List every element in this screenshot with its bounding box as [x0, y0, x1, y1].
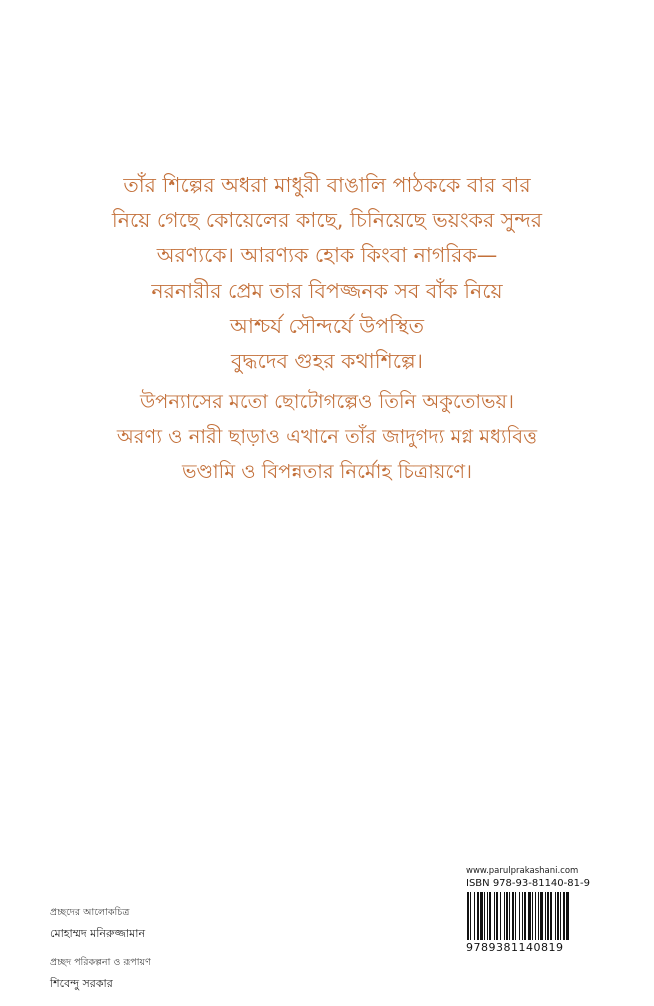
barcode-number: 9789381140819 — [466, 941, 564, 954]
blurb-line: তাঁর শিল্পের অধরা মাধুরী বাঙালি পাঠককে বার বার — [123, 173, 531, 197]
blurb-line: নিয়ে গেছে কোয়েলের কাছে, চিনিয়েছে ভয়ংকর সুন্দর — [111, 208, 543, 233]
isbn-text: ISBN 978-93-81140-81-9 — [466, 878, 590, 889]
blurb-line: ভণ্ডামি ও বিপন্নতার নির্মোহ চিত্রায়ণে। — [181, 460, 473, 483]
design-credit-label: প্রচ্ছদ পরিকল্পনা ও রূপায়ণ — [50, 957, 151, 968]
design-credit-name: শিবেন্দু সরকার — [50, 977, 113, 990]
cover-credits — [50, 906, 151, 1006]
barcode-icon — [466, 892, 604, 940]
blurb-line: উপন্যাসের মতো ছোটোগল্পেও তিনি অকুতোভয়। — [139, 390, 515, 413]
blurb-paragraph-1 — [0, 168, 654, 379]
blurb-line: আশ্চর্য সৌন্দর্যে উপস্থিত — [230, 313, 424, 338]
blurb-line: অরণ্যকে। আরণ্যক হোক কিংবা নাগরিক— — [156, 243, 498, 268]
illustration-credit-label: প্রচ্ছদের আলোকচিত্র — [50, 907, 130, 918]
blurb-line: নরনারীর প্রেম তার বিপজ্জনক সব বাঁক নিয়ে — [151, 278, 503, 303]
publisher-website: www.parulprakashani.com — [466, 866, 579, 876]
illustration-credit-name: মোহাম্মদ মনিরুজ্জামান — [50, 927, 146, 940]
blurb-line: অরণ্য ও নারী ছাড়াও এখানে তাঁর জাদুগদ্য মগ্ন মধ্যবিত্ত — [116, 425, 538, 448]
blurb-paragraph-2 — [0, 384, 654, 489]
isbn-barcode-block — [466, 866, 606, 954]
blurb-line: বুদ্ধদেব গুহর কথাশিল্পে। — [231, 349, 423, 374]
